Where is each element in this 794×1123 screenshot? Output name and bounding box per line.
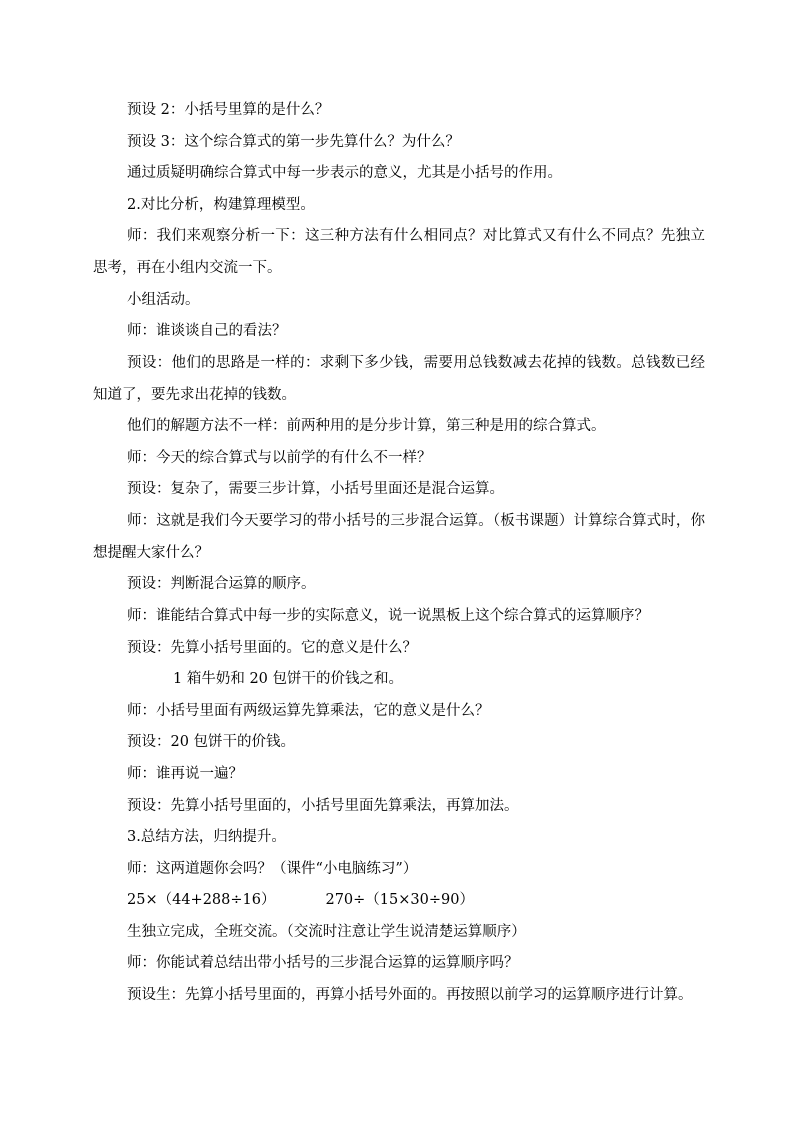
paragraph: 1 箱牛奶和 20 包饼干的价钱之和。 [173, 671, 404, 687]
paragraph: 预设生：先算小括号里面的，再算小括号外面的。再按照以前学习的运算顺序进行计算。 [127, 987, 693, 1003]
paragraph: 通过质疑明确综合算式中每一步表示的意义，尤其是小括号的作用。 [127, 165, 562, 181]
expression-2: 270÷（15×30÷90） [325, 892, 474, 908]
paragraph: 师：我们来观察分析一下：这三种方法有什么相同点？对比算式又有什么不同点？先独立思考，再在小组内交流一下。 [93, 228, 705, 276]
paragraph: 预设：他们的思路是一样的：求剩下多少钱，需要用总钱数减去花掉的钱数。总钱数已经知道了，要先求出花掉的钱数。 [93, 355, 705, 403]
paragraph: 预设：20 包饼干的价钱。 [127, 734, 296, 750]
paragraph: 师：你能试着总结出带小括号的三步混合运算的运算顺序吗？ [127, 955, 519, 971]
paragraph: 预设：先算小括号里面的。它的意义是什么？ [127, 640, 417, 656]
paragraph: 预设 2：小括号里算的是什么？ [127, 102, 330, 118]
section-heading: 3.总结方法，归纳提升。 [127, 829, 286, 845]
paragraph: 他们的解题方法不一样：前两种用的是分步计算，第三种是用的综合算式。 [127, 418, 606, 434]
paragraph: 预设 3：这个综合算式的第一步先算什么？为什么？ [127, 134, 460, 150]
paragraph: 师：谁谈谈自己的看法？ [127, 323, 287, 339]
paragraph: 师：谁再说一遍？ [127, 766, 243, 782]
paragraph: 生独立完成，全班交流。（交流时注意让学生说清楚运算顺序） [127, 924, 526, 940]
paragraph: 预设：复杂了，需要三步计算，小括号里面还是混合运算。 [127, 481, 504, 497]
paragraph: 师：谁能结合算式中每一步的实际意义，说一说黑板上这个综合算式的运算顺序？ [127, 608, 649, 624]
paragraph: 师：今天的综合算式与以前学的有什么不一样？ [127, 450, 432, 466]
paragraph: 师：小括号里面有两级运算先算乘法，它的意义是什么？ [127, 703, 490, 719]
expression-row [93, 885, 739, 917]
section-heading: 2.对比分析，构建算理模型。 [127, 197, 315, 213]
paragraph: 小组活动。 [127, 292, 200, 308]
paragraph: 预设：先算小括号里面的，小括号里面先算乘法，再算加法。 [127, 798, 519, 814]
expression-1: 25×（44+288÷16） [127, 892, 276, 908]
paragraph: 师：这就是我们今天要学习的带小括号的三步混合运算。（板书课题）计算综合算式时，你想提醒大家什么？ [93, 513, 705, 561]
paragraph: 师：这两道题你会吗？（课件“小电脑练习”） [127, 861, 418, 877]
paragraph: 预设：判断混合运算的顺序。 [127, 576, 316, 592]
